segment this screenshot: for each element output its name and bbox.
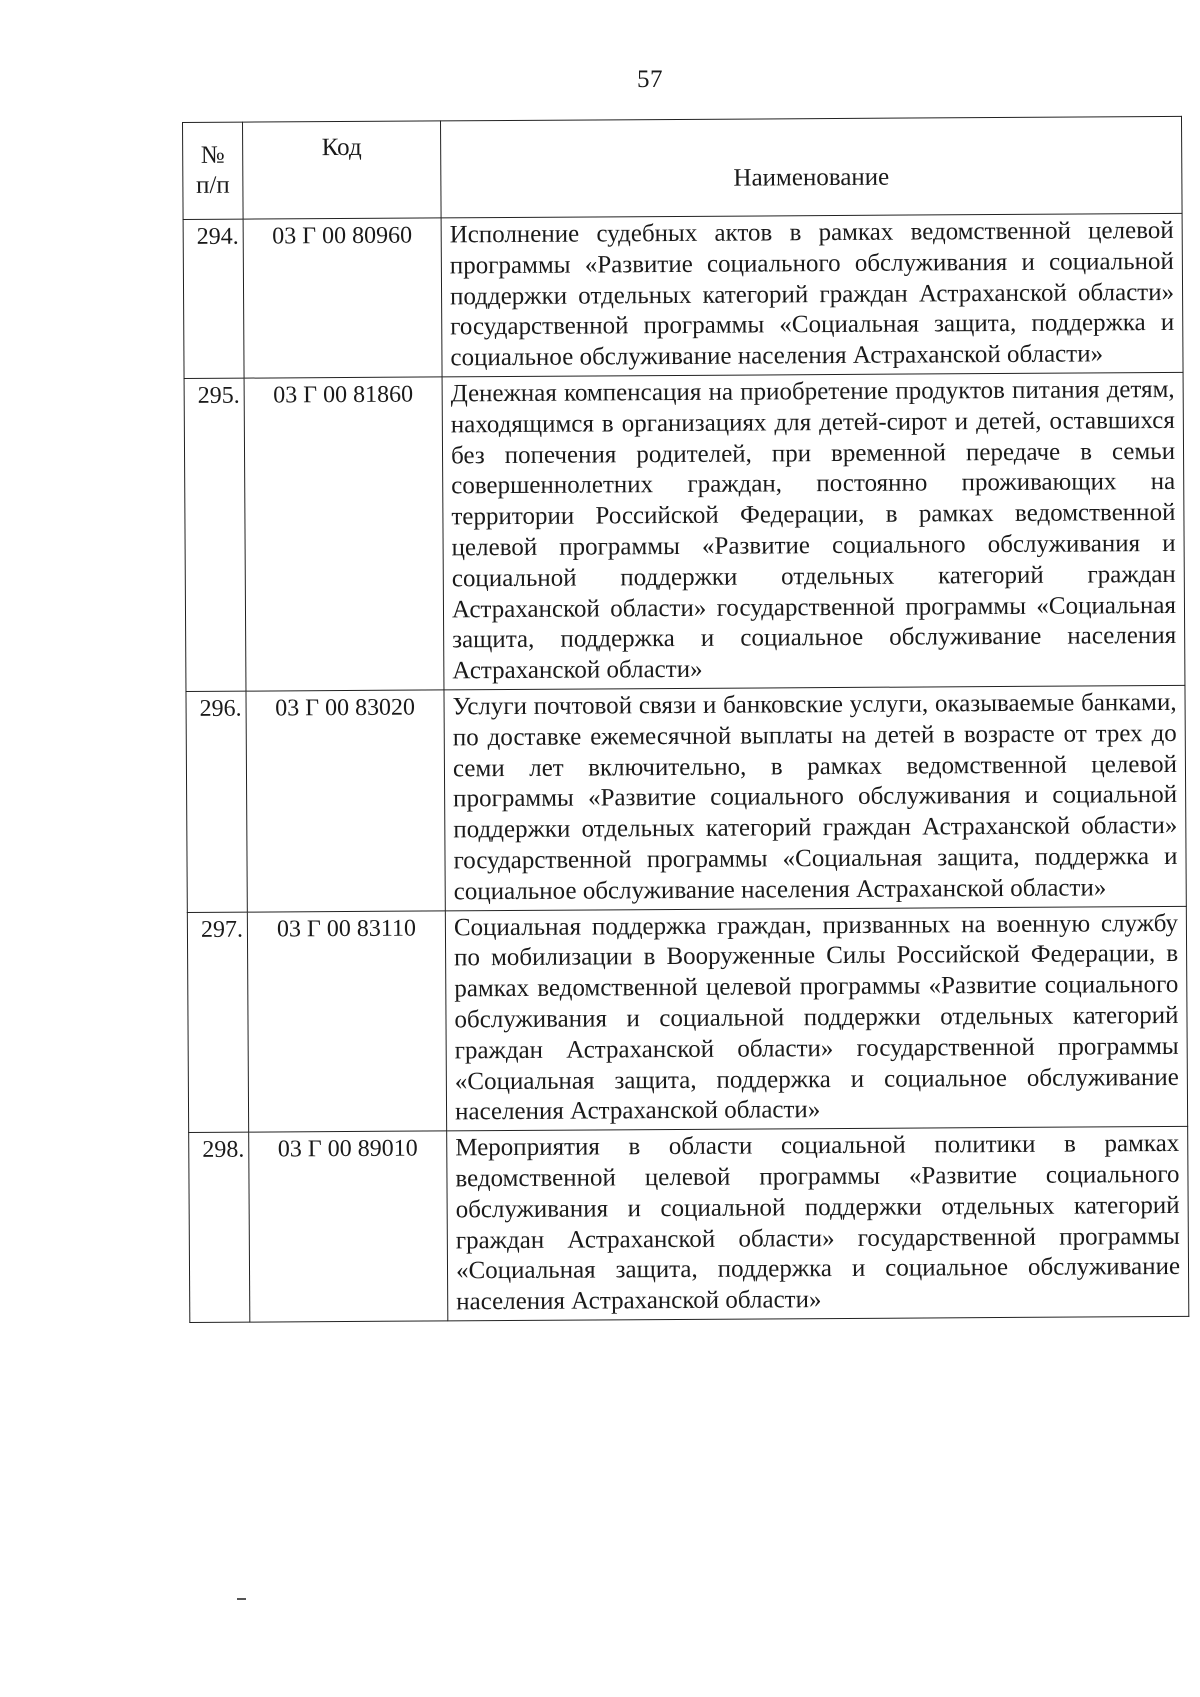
row-name: Исполнение судебных актов в рамках ведомственной целевой программы «Развитие социального обслуживания и социальной поддержки отдельных категорий граждан Астраханской области» государственной программы «Социальная защита, поддержка и социальное обслуживание населения Астраханской области»	[441, 213, 1183, 377]
table-body	[183, 213, 1189, 1322]
row-number: 296.	[186, 691, 247, 912]
row-code: 03 Г 00 83110	[247, 910, 446, 1132]
row-name: Услуги почтовой связи и банковские услуги, оказываемые банками, по доставке ежемесячной выплаты на детей в возрасте от трех до семи лет включительно, в рамках ведомственной целевой программы «Развитие социального обслуживания и социальной поддержки отдельных категорий граждан Астраханской области» государственной программы «Социальная защита, поддержка и социальное обслуживание населения Астраханской области»	[444, 685, 1186, 910]
scan-mark	[237, 1598, 246, 1600]
header-number-line2: п/п	[195, 171, 230, 199]
header-code: Код	[243, 121, 442, 219]
table-row	[187, 906, 1187, 1133]
row-code: 03 Г 00 81860	[244, 377, 444, 691]
table-row	[183, 213, 1183, 378]
row-name: Мероприятия в области социальной политики в рамках ведомственной целевой программы «Развитие социального обслуживания и социальной поддержки отдельных категорий граждан Астраханской области» государственной программы «Социальная защита, поддержка и социальное обслуживание населения Астраханской области»	[447, 1126, 1189, 1320]
table-header	[183, 116, 1183, 219]
budget-codes-table	[182, 116, 1189, 1323]
row-code: 03 Г 00 83020	[246, 690, 445, 912]
row-code: 03 Г 00 80960	[243, 218, 442, 378]
table-row	[186, 685, 1186, 912]
header-name: Наименование	[440, 116, 1182, 218]
row-name: Денежная компенсация на приобретение продуктов питания детям, находящимся в организациях для детей-сирот и детей, оставшихся без попечения родителей, при временной передаче в семьи совершеннолетних граждан, постоянно проживающих на территории Российской Федерации, в рамках ведомственной целевой программы «Развитие социального обслуживания и социальной поддержки отдельных категорий граждан Астраханской области» государственной программы «Социальная защита, поддержка и социальное обслуживание населения Астраханской области»	[442, 372, 1185, 689]
header-number	[183, 122, 244, 219]
row-number: 294.	[183, 219, 244, 378]
page-number: 57	[637, 66, 663, 93]
row-number: 297.	[187, 912, 248, 1133]
row-number: 298.	[189, 1132, 250, 1322]
row-number: 295.	[184, 378, 246, 691]
row-name: Социальная поддержка граждан, призванных на военную службу по мобилизации в Вооруженные Силы Российской Федерации, в рамках ведомственной целевой программы «Развитие социального обслуживания и социальной поддержки отдельных категорий граждан Астраханской области» государственной программы «Социальная защита, поддержка и социальное обслуживание населения Астраханской области»	[445, 906, 1187, 1131]
table-row	[184, 372, 1185, 691]
table-row	[189, 1126, 1189, 1322]
header-row	[183, 116, 1183, 219]
header-number-line1: №	[200, 141, 225, 169]
row-code: 03 Г 00 89010	[249, 1131, 448, 1322]
